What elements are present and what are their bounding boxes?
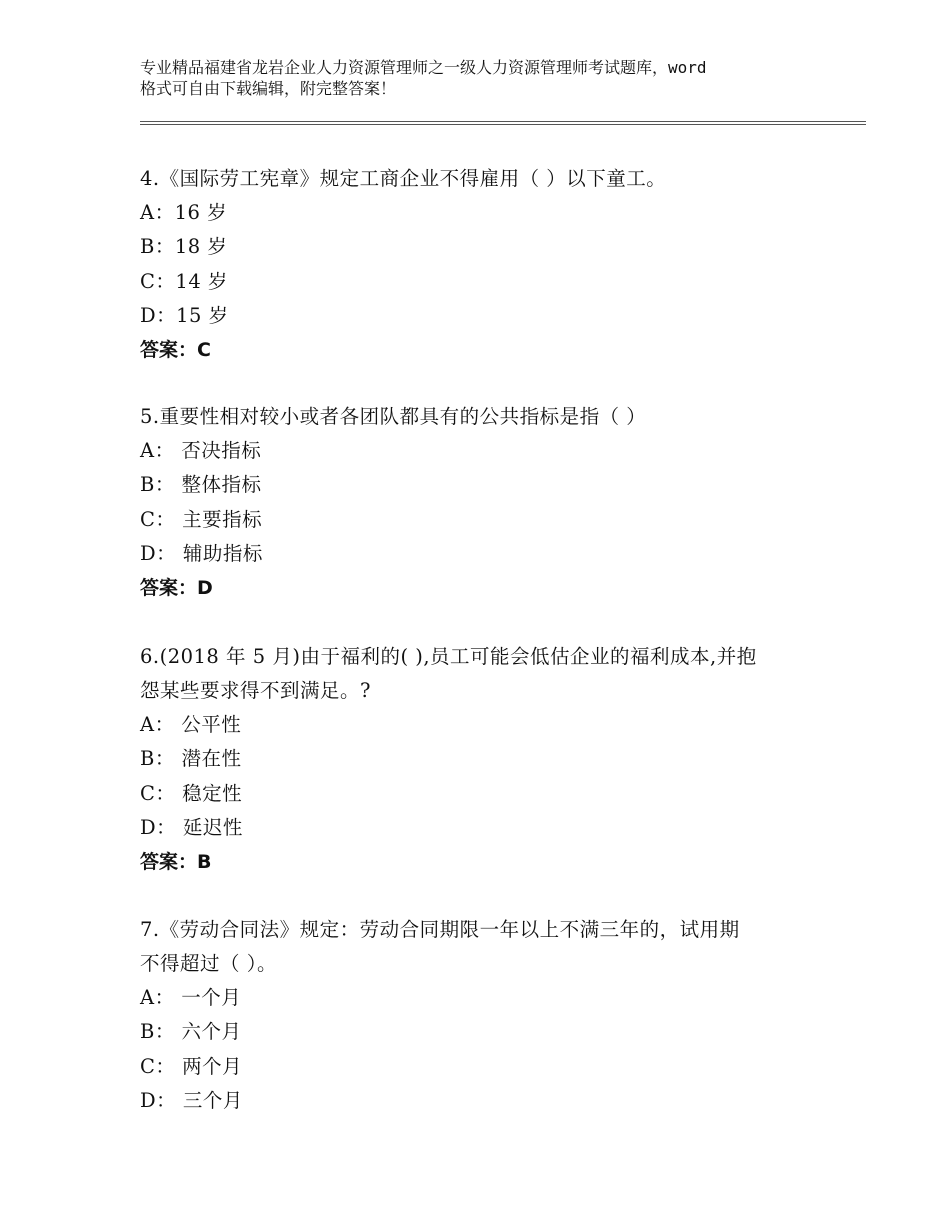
question-stem: 5.重要性相对较小或者各团队都具有的公共指标是指（ ） [140, 405, 647, 428]
question-7 [140, 913, 820, 1118]
option-c: C： 主要指标 [140, 507, 263, 531]
header-divider-bottom [140, 124, 866, 125]
option-a: A： 一个月 [140, 986, 242, 1009]
question-stem-line-1: 6.(2018 年 5 月)由于福利的( ),员工可能会低估企业的福利成本,并抱 [140, 645, 757, 668]
option-a: A： 公平性 [140, 713, 242, 736]
header-line-2: 格式可自由下载编辑，附完整答案！ [140, 79, 397, 98]
document-header [140, 57, 820, 99]
option-d: D： 延迟性 [140, 815, 243, 839]
header-divider-top [140, 121, 866, 122]
question-stem-line-1: 7.《劳动合同法》规定：劳动合同期限一年以上不满三年的，试用期 [140, 918, 740, 941]
option-c: C： 两个月 [140, 1054, 243, 1078]
question-stem: 4.《国际劳工宪章》规定工商企业不得雇用（ ）以下童工。 [140, 167, 667, 190]
option-d: D： 三个月 [140, 1088, 243, 1112]
option-b: B： 六个月 [140, 1020, 242, 1044]
option-a: A： 否决指标 [140, 439, 262, 462]
option-c: C： 稳定性 [140, 781, 243, 805]
option-d: D： 辅助指标 [140, 541, 263, 565]
option-b: B： 整体指标 [140, 473, 262, 497]
question-6 [140, 640, 820, 879]
question-stem-line-2: 不得超过（ ）。 [140, 952, 277, 975]
header-line-1: 专业精品福建省龙岩企业人力资源管理师之一级人力资源管理师考试题库，word [140, 58, 707, 77]
option-c: C：14 岁 [140, 269, 228, 293]
answer: 答案：B [140, 851, 212, 874]
answer: 答案：D [140, 577, 213, 600]
answer: 答案：C [140, 339, 211, 362]
option-d: D：15 岁 [140, 303, 229, 327]
question-4 [140, 162, 820, 367]
option-b: B：18 岁 [140, 235, 228, 259]
question-stem-line-2: 怨某些要求得不到满足。? [140, 679, 371, 702]
option-b: B： 潜在性 [140, 747, 242, 771]
option-a: A：16 岁 [140, 201, 228, 224]
question-5 [140, 400, 820, 605]
